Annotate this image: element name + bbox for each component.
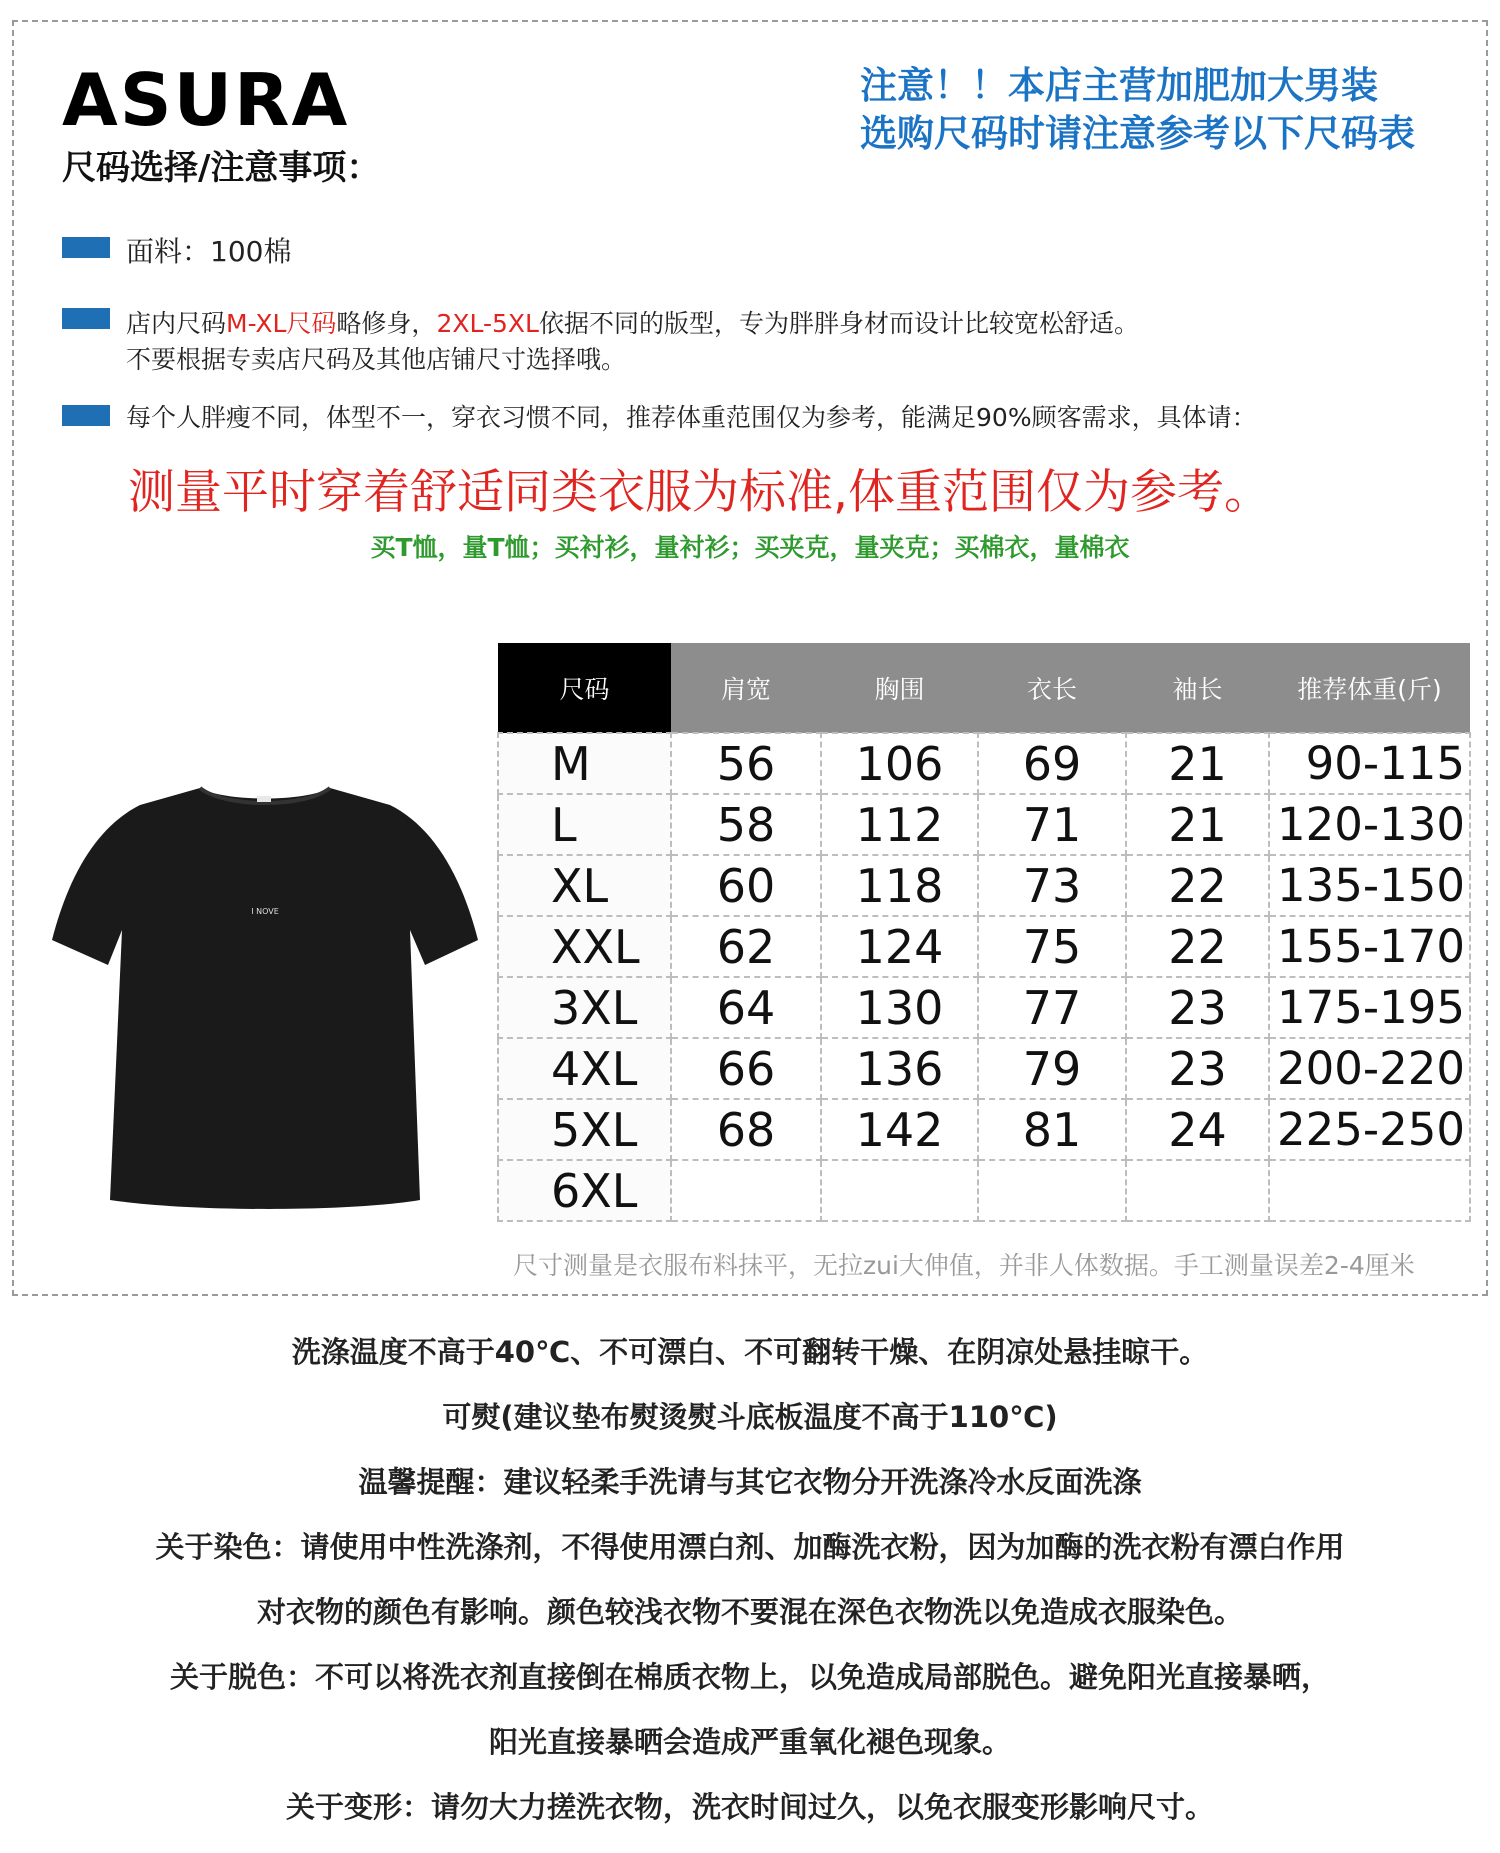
cell-length: [978, 1160, 1126, 1221]
table-header-row: [498, 643, 1470, 733]
cell-chest: 142: [821, 1099, 978, 1160]
tshirt-image: [50, 780, 480, 1210]
cell-size: 3XL: [498, 977, 671, 1038]
cell-shoulder: 62: [671, 916, 821, 977]
header-length: 衣长: [978, 643, 1126, 733]
care-line: 温馨提醒：建议轻柔手洗请与其它衣物分开洗涤冷水反面洗涤: [358, 1465, 1142, 1499]
fit-info-line-1: [126, 304, 1139, 340]
cell-shoulder: 66: [671, 1038, 821, 1099]
bullet-marker: [62, 237, 110, 258]
fit-text: 店内尺码: [126, 309, 227, 338]
cell-weight: 200-220: [1269, 1038, 1470, 1099]
cell-length: 79: [978, 1038, 1126, 1099]
shirt-print-text: I NOVE: [251, 907, 279, 916]
page-subtitle: 尺码选择/注意事项：: [62, 148, 381, 188]
cell-sleeve: 21: [1126, 794, 1269, 855]
header-size: 尺码: [498, 643, 671, 733]
cell-weight: 175-195: [1269, 977, 1470, 1038]
cell-length: 81: [978, 1099, 1126, 1160]
fit-highlight-2xl: 2XL-5XL: [436, 309, 539, 338]
fit-highlight-mxl: M-XL尺码: [226, 309, 337, 338]
table-row: [498, 733, 1470, 794]
cell-shoulder: 58: [671, 794, 821, 855]
care-line: 关于变形：请勿大力搓洗衣物，洗衣时间过久，以免衣服变形影响尺寸。: [285, 1790, 1214, 1824]
cell-size: 5XL: [498, 1099, 671, 1160]
cell-shoulder: 68: [671, 1099, 821, 1160]
header-shoulder: 肩宽: [671, 643, 821, 733]
cell-sleeve: 22: [1126, 916, 1269, 977]
care-line: 阳光直接暴晒会造成严重氧化褪色现象。: [488, 1725, 1011, 1759]
cell-length: 73: [978, 855, 1126, 916]
cell-chest: 106: [821, 733, 978, 794]
table-row: [498, 1099, 1470, 1160]
care-line: 关于脱色：不可以将洗衣剂直接倒在棉质衣物上，以免造成局部脱色。避免阳光直接暴晒，: [169, 1660, 1330, 1694]
table-row: [498, 977, 1470, 1038]
header-sleeve: 袖长: [1126, 643, 1269, 733]
brand-logo: ASURA: [62, 58, 350, 142]
header-chest: 胸围: [821, 643, 978, 733]
cell-shoulder: 56: [671, 733, 821, 794]
care-line: 关于染色：请使用中性洗涤剂，不得使用漂白剂、加酶洗衣粉，因为加酶的洗衣粉有漂白作用: [155, 1530, 1345, 1564]
table-row: [498, 794, 1470, 855]
table-row: [498, 1160, 1470, 1221]
cell-shoulder: 60: [671, 855, 821, 916]
table-row: [498, 855, 1470, 916]
fit-info-line-2: 不要根据专卖店尺码及其他店铺尺寸选择哦。: [126, 345, 627, 374]
table-note: 尺寸测量是衣服布料抹平，无拉zui大伸值，并非人体数据。手工测量误差2-4厘米: [513, 1251, 1415, 1280]
care-line: 洗涤温度不高于40℃、不可漂白、不可翻转干燥、在阴凉处悬挂晾干。: [291, 1335, 1209, 1369]
size-table: [497, 643, 1471, 1222]
table-row: [498, 916, 1470, 977]
cell-length: 69: [978, 733, 1126, 794]
care-line: 可熨(建议垫布熨烫熨斗底板温度不高于110℃): [442, 1400, 1058, 1434]
cell-sleeve: 21: [1126, 733, 1269, 794]
fit-text: 依据不同的版型，专为胖胖身材而设计比较宽松舒适。: [538, 309, 1139, 338]
cell-sleeve: 23: [1126, 977, 1269, 1038]
cell-sleeve: [1126, 1160, 1269, 1221]
cell-size: 6XL: [498, 1160, 671, 1221]
cell-size: L: [498, 794, 671, 855]
cell-shoulder: 64: [671, 977, 821, 1038]
care-line: 对衣物的颜色有影响。颜色较浅衣物不要混在深色衣物洗以免造成衣服染色。: [256, 1595, 1243, 1629]
notice-block: [860, 62, 1480, 158]
cell-shoulder: [671, 1160, 821, 1221]
cell-chest: [821, 1160, 978, 1221]
cell-chest: 124: [821, 916, 978, 977]
cell-weight: 120-130: [1269, 794, 1470, 855]
bullet-marker: [62, 405, 110, 426]
cell-weight: 135-150: [1269, 855, 1470, 916]
cell-sleeve: 24: [1126, 1099, 1269, 1160]
notice-line-1: 注意！！本店主营加肥加大男装: [860, 64, 1378, 107]
cell-size: 4XL: [498, 1038, 671, 1099]
fit-text: 略修身，: [336, 309, 437, 338]
cell-length: 75: [978, 916, 1126, 977]
cell-chest: 118: [821, 855, 978, 916]
bullet-marker: [62, 308, 110, 329]
cell-weight: 90-115: [1269, 733, 1470, 794]
cell-size: XL: [498, 855, 671, 916]
buy-note: 买T恤，量T恤；买衬衫，量衬衫；买夹克，量夹克；买棉衣，量棉衣: [370, 533, 1130, 562]
table-row: [498, 1038, 1470, 1099]
cell-weight: 225-250: [1269, 1099, 1470, 1160]
cell-chest: 130: [821, 977, 978, 1038]
cell-weight: [1269, 1160, 1470, 1221]
measure-note: 测量平时穿着舒适同类衣服为标准,体重范围仅为参考。: [128, 465, 1271, 520]
cell-length: 77: [978, 977, 1126, 1038]
fabric-info: 面料：100棉: [126, 235, 292, 268]
cell-length: 71: [978, 794, 1126, 855]
notice-line-2: 选购尺码时请注意参考以下尺码表: [860, 112, 1415, 155]
header-weight: 推荐体重(斤): [1269, 643, 1470, 733]
cell-size: M: [498, 733, 671, 794]
cell-sleeve: 22: [1126, 855, 1269, 916]
cell-sleeve: 23: [1126, 1038, 1269, 1099]
cell-chest: 136: [821, 1038, 978, 1099]
cell-chest: 112: [821, 794, 978, 855]
body-note: 每个人胖瘦不同，体型不一，穿衣习惯不同，推荐体重范围仅为参考，能满足90%顾客需求，具体请：: [126, 403, 1257, 432]
cell-weight: 155-170: [1269, 916, 1470, 977]
cell-size: XXL: [498, 916, 671, 977]
